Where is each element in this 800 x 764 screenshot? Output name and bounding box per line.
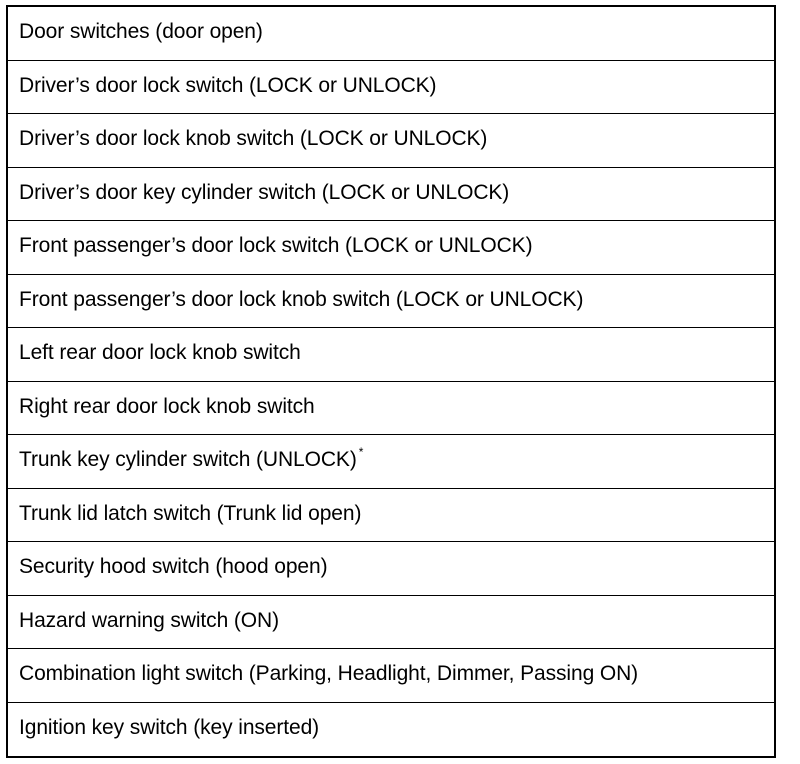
table-row <box>8 275 774 329</box>
table-cell: Driver’s door lock switch (LOCK or UNLOCK) <box>19 73 437 97</box>
table-cell: Left rear door lock knob switch <box>19 341 301 365</box>
footnote-marker: * <box>358 445 364 460</box>
table-row <box>8 382 774 436</box>
table-row <box>8 168 774 222</box>
table-row <box>8 596 774 650</box>
table-row <box>8 328 774 382</box>
table-cell: Trunk lid latch switch (Trunk lid open) <box>19 501 362 525</box>
table-cell: Driver’s door key cylinder switch (LOCK or UNLOCK) <box>19 180 510 204</box>
table-cell: Security hood switch (hood open) <box>19 555 328 579</box>
table-cell: Driver’s door lock knob switch (LOCK or UNLOCK) <box>19 127 488 151</box>
table-row <box>8 114 774 168</box>
table-row <box>8 649 774 703</box>
table-row <box>8 489 774 543</box>
table-row <box>8 703 774 757</box>
table-cell <box>19 445 364 472</box>
table-cell: Hazard warning switch (ON) <box>19 608 279 632</box>
table-cell: Combination light switch (Parking, Headlight, Dimmer, Passing ON) <box>19 662 639 686</box>
table-cell: Front passenger’s door lock switch (LOCK or UNLOCK) <box>19 234 533 258</box>
table-row <box>8 221 774 275</box>
table-row <box>8 61 774 115</box>
table-cell: Door switches (door open) <box>19 20 263 44</box>
table-row <box>8 435 774 489</box>
switch-list-table <box>6 5 776 758</box>
table-row <box>8 542 774 596</box>
table-row <box>8 7 774 61</box>
table-cell: Front passenger’s door lock knob switch (LOCK or UNLOCK) <box>19 287 584 311</box>
table-cell: Right rear door lock knob switch <box>19 394 315 418</box>
table-cell-label: Trunk key cylinder switch (UNLOCK) <box>19 448 357 472</box>
table-cell: Ignition key switch (key inserted) <box>19 716 320 740</box>
